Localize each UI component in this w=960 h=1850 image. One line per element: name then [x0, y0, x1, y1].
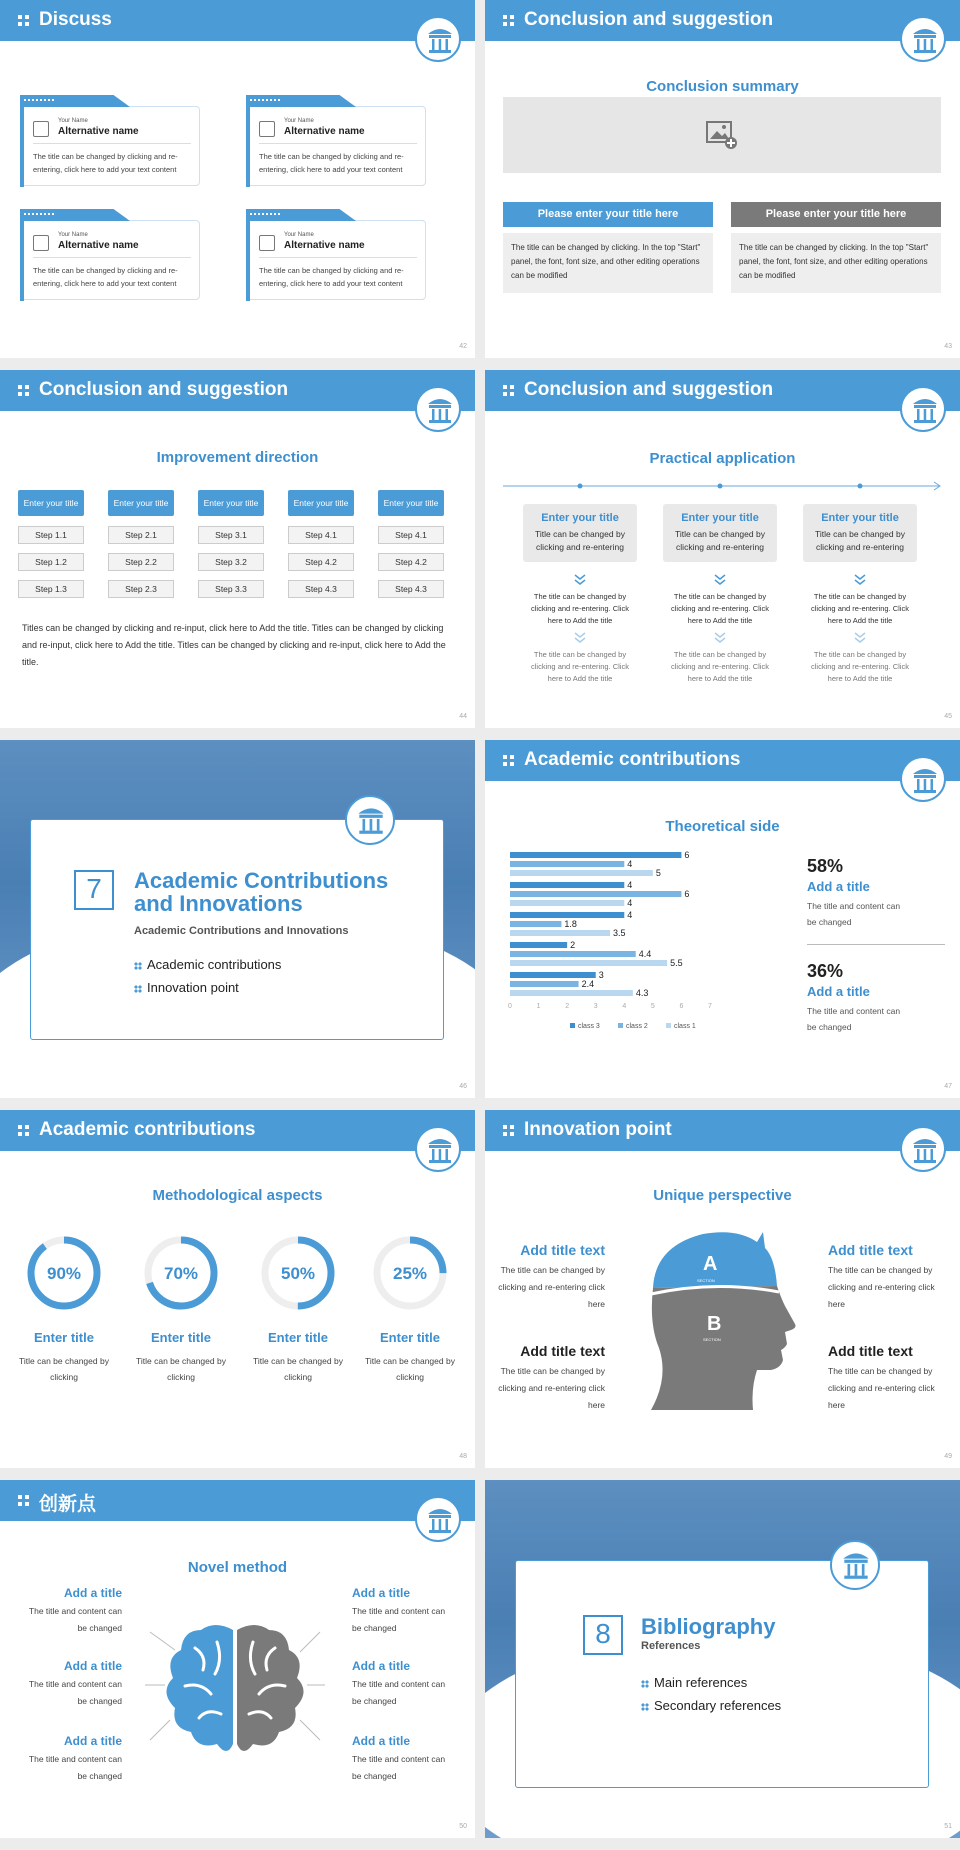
slide-novel-method[interactable] — [0, 1480, 475, 1838]
text-block: Add a title The title and content can be changed — [352, 1734, 446, 1781]
slide-subtitle: Novel method — [187, 1559, 288, 1576]
point-text: The title can be changed by clicking and re-entering. Click here to Add the title — [671, 650, 769, 683]
section-item[interactable]: Main references — [641, 1675, 747, 1690]
university-logo-icon — [900, 756, 946, 802]
dots-icon — [503, 755, 515, 767]
slide-header — [0, 1110, 475, 1151]
head-profile-icon — [645, 1228, 805, 1410]
image-placeholder-icon — [33, 121, 49, 137]
card-title: Enter your title — [681, 512, 759, 524]
slide-subtitle: Improvement direction — [156, 449, 319, 466]
page-number: 47 — [944, 1083, 952, 1090]
info-card[interactable] — [20, 220, 200, 300]
chevron-down-icon — [714, 632, 726, 644]
progress-ring — [372, 1235, 448, 1311]
dots-icon — [503, 1125, 515, 1137]
card-your-name: Your Name — [58, 232, 88, 238]
text-block: Add a title The title and content can be changed — [28, 1734, 122, 1781]
slide-header — [0, 370, 475, 411]
slide-header — [485, 740, 960, 781]
bar — [510, 912, 624, 918]
step-box[interactable]: Step 1.3 — [18, 580, 84, 598]
slide-title: Innovation point — [524, 1119, 672, 1140]
section-number: 7 — [74, 870, 114, 910]
step-box[interactable]: Step 3.3 — [198, 580, 264, 598]
page-number: 43 — [944, 343, 952, 350]
slide-header — [485, 0, 960, 41]
legend-swatch — [666, 1023, 671, 1028]
card-text: The title can be changed by clicking and re-entering, click here to add your text content — [33, 266, 178, 288]
paragraph-text: Titles can be changed by clicking and re-input, click here to Add the title. Titles can be changed by clicking and re-input, click here to Add the title. Titles can be changed by clicking and re-input, click here to Add the title. — [22, 623, 446, 667]
text-block: Add a title The title and content can be changed — [352, 1586, 446, 1633]
ring-label: Enter title Title can be changed by clicking — [253, 1330, 343, 1382]
slide-title: Conclusion and suggestion — [524, 9, 774, 30]
column-title[interactable]: Enter your title — [108, 490, 174, 516]
page-number: 44 — [459, 713, 467, 720]
column-title[interactable]: Enter your title — [18, 490, 84, 516]
card-your-name: Your Name — [284, 118, 314, 124]
chevron-down-icon — [574, 632, 586, 644]
section-card — [515, 1560, 929, 1788]
image-placeholder-icon — [259, 235, 275, 251]
bar — [510, 882, 624, 888]
bar-value-label: 6 — [684, 889, 690, 899]
svg-text:A: A — [703, 1253, 718, 1275]
bar — [510, 990, 633, 996]
section-title-line1: Academic Contributions — [134, 868, 389, 893]
stat-block: 58% Add a title The title and content can be changed — [807, 856, 901, 927]
svg-text:25%: 25% — [392, 1264, 428, 1283]
bar-value-label: 5 — [655, 868, 661, 878]
slide-title: Academic contributions — [524, 749, 741, 770]
text-block-right-top: Add title text The title can be changed by clicking and re-entering click here — [828, 1242, 935, 1309]
x-tick-label: 5 — [650, 1003, 655, 1010]
page-number: 45 — [944, 713, 952, 720]
card-body: Title can be changed by clicking and re-entering — [815, 529, 905, 552]
bar — [510, 852, 681, 858]
card-your-name: Your Name — [58, 118, 88, 124]
bar-value-label: 2.4 — [581, 979, 595, 989]
point-text: The title can be changed by clicking and re-entering. Click here to Add the title — [531, 650, 629, 683]
university-logo-icon — [415, 1496, 461, 1542]
page-number: 48 — [459, 1453, 467, 1460]
bar-value-label: 4 — [627, 910, 633, 920]
section-subtitle: Academic Contributions and Innovations — [134, 925, 349, 937]
slide-conclusion-summary[interactable] — [485, 0, 960, 358]
bar-value-label: 6 — [684, 850, 690, 860]
step-box[interactable]: Step 1.1 — [18, 526, 84, 544]
bar-value-label: 4.4 — [638, 949, 652, 959]
page-number: 49 — [944, 1453, 952, 1460]
slide-title: Conclusion and suggestion — [39, 379, 289, 400]
bar — [510, 930, 610, 936]
dots-icon — [503, 385, 515, 397]
step-box[interactable]: Step 4.1 — [288, 526, 354, 544]
x-tick-label: 0 — [508, 1003, 512, 1010]
step-box[interactable]: Step 4.3 — [288, 580, 354, 598]
step-box[interactable]: Step 4.2 — [288, 553, 354, 571]
card-alt-name: Alternative name — [58, 126, 139, 137]
section-title-line2: and Innovations — [134, 891, 303, 916]
section-number: 8 — [583, 1615, 623, 1655]
brain-icon — [145, 1620, 325, 1770]
card-body: Title can be changed by clicking and re-entering — [535, 529, 625, 552]
text-block: Add a title The title and content can be changed — [28, 1659, 122, 1706]
dots-icon — [18, 1495, 30, 1507]
page-number: 51 — [944, 1823, 952, 1830]
point-text: The title can be changed by clicking and re-entering. Click here to Add the title — [811, 592, 909, 625]
chevron-down-icon — [854, 574, 866, 586]
x-tick-label: 7 — [708, 1003, 712, 1010]
dots-icon — [641, 1703, 649, 1711]
slide-section-8[interactable] — [485, 1480, 960, 1838]
column-title[interactable]: Enter your title — [288, 490, 354, 516]
bar — [510, 921, 561, 927]
page-number: 50 — [459, 1823, 467, 1830]
university-logo-icon — [900, 386, 946, 432]
slide-practical-application[interactable] — [485, 370, 960, 728]
svg-text:SECTION: SECTION — [697, 1278, 715, 1283]
card-text: The title can be changed by clicking and re-entering, click here to add your text content — [259, 266, 404, 288]
step-box[interactable]: Step 3.1 — [198, 526, 264, 544]
text-block: Add a title The title and content can be changed — [28, 1586, 122, 1633]
text-block-right-bottom: Add title text The title can be changed by clicking and re-entering click here — [828, 1343, 935, 1410]
page-number: 42 — [459, 343, 467, 350]
image-placeholder-icon — [33, 235, 49, 251]
column-title-gray[interactable]: Please enter your title here — [731, 202, 941, 227]
bar-value-label: 4 — [627, 880, 633, 890]
column-body: The title can be changed by clicking. In the top "Start" panel, the font, font size, and other editing operations can be modified — [731, 233, 941, 293]
bar-value-label: 4 — [627, 859, 633, 869]
info-card[interactable] — [246, 220, 426, 300]
university-logo-icon — [900, 1126, 946, 1172]
card-alt-name: Alternative name — [58, 240, 139, 251]
progress-ring — [143, 1235, 219, 1311]
slide-subtitle: Conclusion summary — [646, 78, 799, 95]
info-card[interactable] — [20, 106, 200, 186]
legend-label: class 2 — [626, 1023, 648, 1030]
dots-icon — [134, 985, 142, 993]
dots-icon — [641, 1680, 649, 1688]
text-block: Add a title The title and content can be changed — [352, 1659, 446, 1706]
x-tick-label: 4 — [622, 1003, 627, 1010]
card-text: The title can be changed by clicking and re-entering, click here to add your text content — [259, 152, 404, 174]
section-item[interactable]: Secondary references — [641, 1698, 781, 1713]
slide-title: 创新点 — [39, 1493, 97, 1515]
card-title: Enter your title — [541, 512, 619, 524]
slide-header — [0, 1480, 475, 1521]
legend-swatch — [618, 1023, 623, 1028]
bar-value-label: 1.8 — [564, 919, 577, 929]
university-logo-icon — [830, 1540, 880, 1590]
text-block-left-top: Add title text The title can be changed by clicking and re-entering click here — [498, 1242, 605, 1309]
progress-ring — [26, 1235, 102, 1311]
x-tick-label: 6 — [679, 1003, 684, 1010]
slide-subtitle: Theoretical side — [665, 818, 780, 835]
bar-value-label: 5.5 — [670, 958, 683, 968]
slide-discuss[interactable] — [0, 0, 475, 358]
card-body: Title can be changed by clicking and re-entering — [675, 529, 765, 552]
application-card[interactable] — [663, 504, 777, 562]
ring-label: Enter title Title can be changed by clicking — [136, 1330, 226, 1382]
university-logo-icon — [415, 386, 461, 432]
timeline-arrow — [503, 481, 943, 491]
divider — [807, 944, 945, 945]
slide-title: Academic contributions — [39, 1119, 256, 1140]
card-title: Enter your title — [821, 512, 899, 524]
slide-subtitle: Practical application — [649, 450, 796, 467]
horizontal-bar-chart — [500, 848, 750, 1068]
x-tick-label: 2 — [565, 1003, 570, 1010]
bar — [510, 891, 681, 897]
bar — [510, 951, 636, 957]
step-box[interactable]: Step 1.2 — [18, 553, 84, 571]
card-alt-name: Alternative name — [284, 240, 365, 251]
slide-subtitle: Methodological aspects — [152, 1187, 323, 1204]
university-logo-icon — [415, 16, 461, 62]
application-card[interactable] — [523, 504, 637, 562]
university-logo-icon — [415, 1126, 461, 1172]
section-subtitle: References — [641, 1640, 701, 1652]
add-image-icon — [706, 121, 738, 151]
point-text: The title can be changed by clicking and re-entering. Click here to Add the title — [811, 650, 909, 683]
bar — [510, 981, 579, 987]
column-body: The title can be changed by clicking. In the top "Start" panel, the font, font size, and other editing operations can be modified — [503, 233, 713, 293]
application-card[interactable] — [803, 504, 917, 562]
svg-text:SECTION: SECTION — [703, 1337, 721, 1342]
slide-title: Conclusion and suggestion — [524, 379, 774, 400]
svg-text:50%: 50% — [280, 1264, 316, 1283]
image-placeholder-icon — [259, 121, 275, 137]
point-text: The title can be changed by clicking and re-entering. Click here to Add the title — [671, 592, 769, 625]
step-box[interactable]: Step 2.2 — [108, 553, 174, 571]
bar — [510, 960, 667, 966]
slide-section-7[interactable] — [0, 740, 475, 1098]
slide-subtitle: Unique perspective — [653, 1187, 792, 1204]
card-text: The title can be changed by clicking and re-entering, click here to add your text content — [33, 152, 178, 174]
bar-value-label: 3.5 — [613, 928, 626, 938]
chevron-down-icon — [714, 574, 726, 586]
dots-icon — [503, 15, 515, 27]
column-title[interactable]: Enter your title — [198, 490, 264, 516]
university-logo-icon — [345, 795, 395, 845]
bar — [510, 870, 653, 876]
slide-unique-perspective[interactable] — [485, 1110, 960, 1468]
x-tick-label: 3 — [593, 1003, 598, 1010]
slide-title: Discuss — [39, 9, 112, 30]
legend-label: class 1 — [674, 1023, 696, 1030]
bar-value-label: 2 — [570, 940, 576, 950]
step-box[interactable]: Step 4.1 — [378, 526, 444, 544]
dots-icon — [18, 385, 30, 397]
slide-improvement-direction[interactable] — [0, 370, 475, 728]
image-placeholder[interactable] — [503, 97, 941, 173]
bar — [510, 861, 624, 867]
column-title[interactable]: Enter your title — [378, 490, 444, 516]
section-title: Bibliography — [641, 1614, 776, 1639]
ring-label: Enter title Title can be changed by clicking — [365, 1330, 455, 1382]
slide-theoretical-side[interactable] — [485, 740, 960, 1098]
slide-methodological-aspects[interactable] — [0, 1110, 475, 1468]
bar-value-label: 4.3 — [635, 988, 649, 998]
slide-header — [485, 1110, 960, 1151]
step-box[interactable]: Step 3.2 — [198, 553, 264, 571]
step-box[interactable]: Step 2.3 — [108, 580, 174, 598]
bar — [510, 942, 567, 948]
card-your-name: Your Name — [284, 232, 314, 238]
chevron-down-icon — [574, 574, 586, 586]
svg-text:70%: 70% — [163, 1264, 199, 1283]
step-box[interactable]: Step 4.3 — [378, 580, 444, 598]
dots-icon — [134, 962, 142, 970]
info-card[interactable] — [246, 106, 426, 186]
point-text: The title can be changed by clicking and re-entering. Click here to Add the title — [531, 592, 629, 625]
text-block-left-bottom: Add title text The title can be changed by clicking and re-entering click here — [498, 1343, 605, 1410]
bar — [510, 972, 596, 978]
legend-label: class 3 — [578, 1023, 600, 1030]
card-alt-name: Alternative name — [284, 126, 365, 137]
x-tick-label: 1 — [536, 1003, 541, 1010]
bar-value-label: 4 — [627, 898, 633, 908]
slide-header — [0, 0, 475, 41]
section-item[interactable]: Academic contributions — [134, 957, 281, 972]
svg-text:90%: 90% — [46, 1264, 82, 1283]
column-title-blue[interactable]: Please enter your title here — [503, 202, 713, 227]
step-box[interactable]: Step 2.1 — [108, 526, 174, 544]
stat-block: 36% Add a title The title and content can be changed — [807, 961, 901, 1032]
dots-icon — [18, 1125, 30, 1137]
bar-value-label: 3 — [598, 970, 604, 980]
section-item[interactable]: Innovation point — [134, 980, 239, 995]
chevron-down-icon — [854, 632, 866, 644]
page-number: 46 — [459, 1083, 467, 1090]
bar — [510, 900, 624, 906]
step-box[interactable]: Step 4.2 — [378, 553, 444, 571]
progress-ring — [260, 1235, 336, 1311]
ring-label: Enter title Title can be changed by clicking — [19, 1330, 109, 1382]
legend-swatch — [570, 1023, 575, 1028]
dots-icon — [18, 15, 30, 27]
university-logo-icon — [900, 16, 946, 62]
slide-header — [485, 370, 960, 411]
svg-text:B: B — [707, 1313, 722, 1335]
